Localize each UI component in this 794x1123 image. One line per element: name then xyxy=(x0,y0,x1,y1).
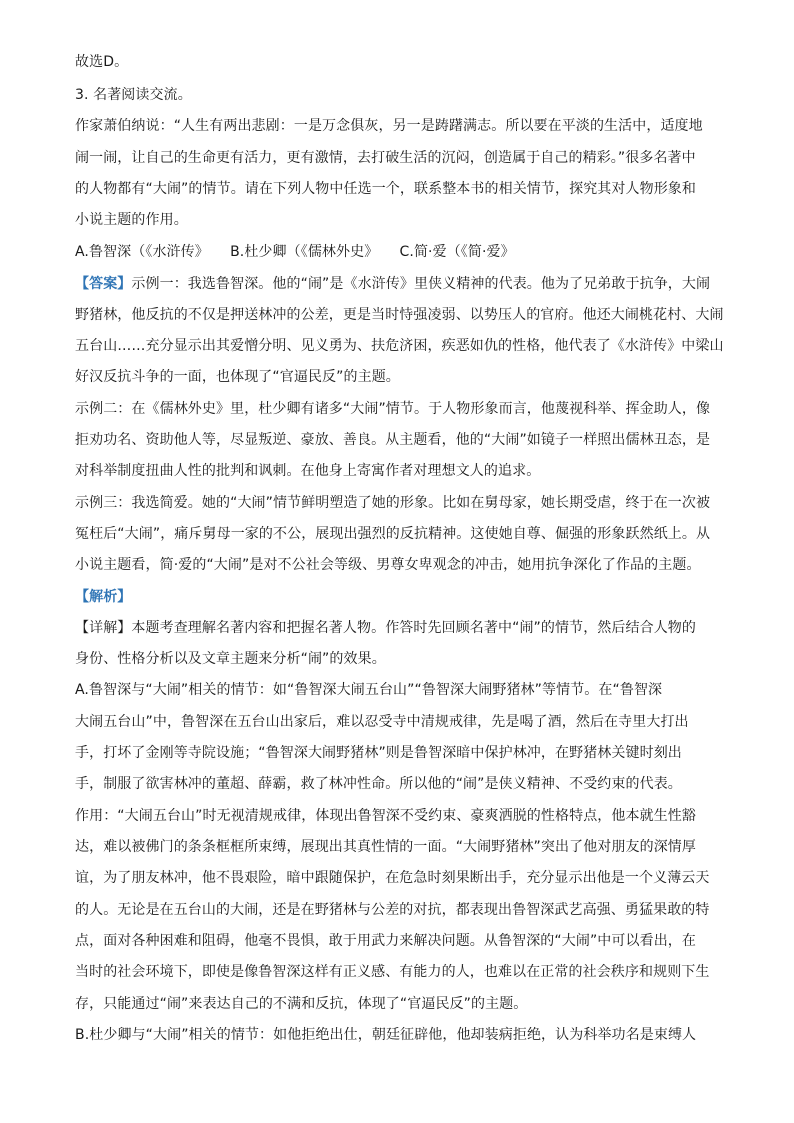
line-text: 点，面对各种困难和阻碍，他毫不畏惧，敢于用武力来解决问题。从鲁智深的“大闹”中可以看出，在 xyxy=(75,933,697,949)
line-text: 闹一闹，让自己的生命更有活力，更有激情，去打破生活的沉闷，创造属于自己的精彩。”很多名著中 xyxy=(75,150,696,166)
text-line xyxy=(75,837,696,857)
text-line xyxy=(75,274,710,294)
text-line xyxy=(75,305,724,325)
text-line xyxy=(75,461,540,481)
line-text: 存，只能通过“闹”来表达自己的不满和反抗，体现了“官逼民反”的主题。 xyxy=(75,996,528,1012)
text-line xyxy=(75,900,710,920)
line-text: 3. 名著阅读交流。 xyxy=(75,87,192,103)
line-text: 身份、性格分析以及文章主题来分析“闹”的效果。 xyxy=(75,651,386,667)
text-line xyxy=(75,524,710,544)
line-text: 作家萧伯纳说：“人生有两出悲剧：一是万念俱灰，另一是踌躇满志。所以要在平淡的生活中，适度地 xyxy=(75,118,703,134)
text-line xyxy=(75,649,386,669)
line-text: 示例一：我选鲁智深。他的“闹”是《水浒传》里侠义精神的代表。他为了兄弟敢于抗争，大闹 xyxy=(131,276,711,292)
line-text: 的人。无论是在五台山的大闹，还是在野猪林与公差的对抗，都表现出鲁智深武艺高强、勇猛果敢的特 xyxy=(75,902,710,918)
text-line xyxy=(75,555,701,575)
line-text: 手，制服了欲害林冲的董超、薛霸，救了林冲性命。所以他的“闹”是侠义精神、不受约束的代表。 xyxy=(75,776,682,792)
line-text: 野猪林，他反抗的不仅是押送林冲的公差，更是当时恃强凌弱、以势压人的官府。他还大闹桃花村、大闹 xyxy=(75,307,724,323)
text-line xyxy=(75,931,696,951)
text-line xyxy=(75,493,710,513)
text-line xyxy=(75,116,703,136)
line-text: 当时的社会环境下，即使是像鲁智深这样有正义感、有能力的人，也难以在正常的社会秩序和规则下生 xyxy=(75,964,710,980)
text-line xyxy=(75,994,527,1014)
text-line xyxy=(75,868,710,888)
section-tag: 【解析】 xyxy=(75,589,132,605)
line-text: 五台山……充分显示出其爱憎分明、见义勇为、扶危济困，疾恶如仇的性格，他代表了《水浒传》中梁山 xyxy=(75,338,724,354)
text-line xyxy=(75,85,192,105)
text-line xyxy=(75,774,682,794)
text-line xyxy=(75,210,188,230)
text-line xyxy=(75,336,724,356)
line-text: 示例二：在《儒林外史》里，杜少卿有诸多“大闹”情节。于人物形象而言，他蔑视科举、挥金助人，像 xyxy=(75,401,711,417)
line-text: 好汉反抗斗争的一面，也体现了“官逼民反”的主题。 xyxy=(75,369,400,385)
line-text: 对科举制度扭曲人性的批判和讽刺。在他身上寄寓作者对理想文人的追求。 xyxy=(75,463,541,479)
text-line xyxy=(75,743,682,763)
text-line xyxy=(75,712,689,732)
text-line xyxy=(75,367,400,387)
section-tag: 【答案】 xyxy=(75,276,132,292)
line-text: 冤枉后“大闹”，痛斥舅母一家的不公，展现出强烈的反抗精神。这使她自尊、倔强的形象跃然纸上。从 xyxy=(75,526,711,542)
line-text: A.鲁智深（《水浒传》 B.杜少卿（《儒林外史》 C.简·爱（《简·爱》 xyxy=(75,244,515,260)
text-line xyxy=(75,618,696,638)
line-text: B.杜少卿与“大闹”相关的情节：如他拒绝出仕，朝廷征辟他，他却装病拒绝，认为科举功名是束缚人 xyxy=(75,1027,697,1043)
text-line xyxy=(75,962,710,982)
text-line xyxy=(75,1025,696,1045)
line-text: 小说主题看，简·爱的“大闹”是对不公社会等级、男尊女卑观念的冲击，她用抗争深化了作品的主题。 xyxy=(75,557,701,573)
line-text: 小说主题的作用。 xyxy=(75,212,188,228)
line-text: 的人物都有“大闹”的情节。请在下列人物中任选一个，联系整本书的相关情节，探究其对人物形象和 xyxy=(75,181,697,197)
line-text: 达，难以被佛门的条条框框所束缚，展现出其真性情的一面。“大闹野猪林”突出了他对朋友的深情厚 xyxy=(75,839,697,855)
text-line xyxy=(75,242,515,262)
line-text: 拒劝功名、资助他人等，尽显叛逆、豪放、善良。从主题看，他的“大闹”如镜子一样照出儒林丑态，是 xyxy=(75,432,711,448)
text-line xyxy=(75,806,696,826)
line-text: 手，打坏了金刚等寺院设施；“鲁智深大闹野猪林”则是鲁智深暗中保护林冲，在野猪林关键时刻出 xyxy=(75,745,682,761)
text-line xyxy=(75,680,662,700)
line-text: 示例三：我选简爱。她的“大闹”情节鲜明塑造了她的形象。比如在舅母家，她长期受虐，终于在一次被 xyxy=(75,495,711,511)
text-line xyxy=(75,148,696,168)
text-line xyxy=(75,430,710,450)
line-text: 故选D。 xyxy=(75,54,129,70)
line-text: 谊，为了朋友林冲，他不畏艰险，暗中跟随保护，在危急时刻果断出手，充分显示出他是一个义薄云天 xyxy=(75,870,710,886)
line-text: A.鲁智深与“大闹”相关的情节：如“鲁智深大闹五台山”“鲁智深大闹野猪林”等情节。在“鲁智深 xyxy=(75,682,663,698)
line-text: 【详解】本题考查理解名著内容和把握名著人物。作答时先回顾名著中“闹”的情节，然后结合人物的 xyxy=(75,620,697,636)
line-text: 作用：“大闹五台山”时无视清规戒律，体现出鲁智深不受约束、豪爽洒脱的性格特点，他本就生性豁 xyxy=(75,808,697,824)
line-text: 大闹五台山”中，鲁智深在五台山出家后，难以忍受寺中清规戒律，先是喝了酒，然后在寺里大打出 xyxy=(75,714,689,730)
text-line xyxy=(75,399,710,419)
text-line xyxy=(75,52,128,72)
text-line xyxy=(75,587,131,607)
text-line xyxy=(75,179,696,199)
